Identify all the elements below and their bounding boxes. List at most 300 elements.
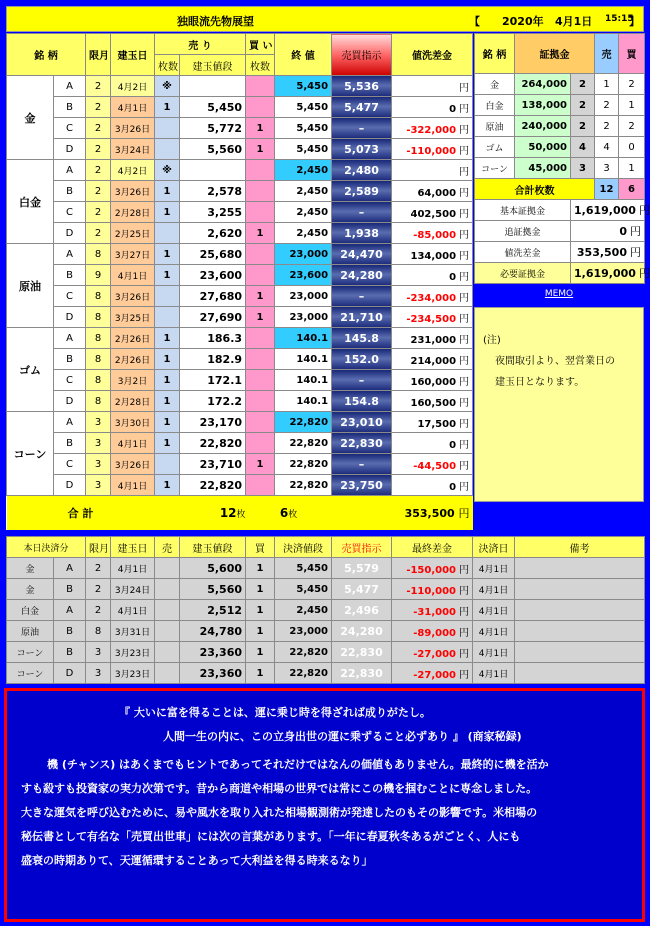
- diff-amount: -110,000 円: [392, 139, 473, 160]
- summary-value: 1,619,000 円: [571, 200, 645, 221]
- diff-amount: 円: [392, 76, 473, 97]
- settle-month: 3: [86, 663, 111, 684]
- diff-amount: 円: [392, 160, 473, 181]
- diff-amount: -44,500 円: [392, 454, 473, 475]
- sell-count: ※: [155, 160, 180, 181]
- entry-date: 3月24日: [111, 139, 155, 160]
- settle-row: [7, 663, 645, 684]
- settle-day: 4月1日: [473, 558, 515, 579]
- buy-count: 1: [246, 223, 275, 244]
- entry-date: 4月1日: [111, 97, 155, 118]
- col-uri: 売 り: [155, 34, 246, 55]
- diff-amount: -234,500 円: [392, 307, 473, 328]
- margin-table: [474, 33, 650, 284]
- buy-count: [246, 181, 275, 202]
- settle-note: [515, 642, 645, 663]
- settle-key: D: [54, 663, 86, 684]
- settle-key: A: [54, 558, 86, 579]
- sell-count: 1: [155, 475, 180, 496]
- contract-month: 8: [86, 349, 111, 370]
- entry-date: 4月2日: [111, 76, 155, 97]
- settle-col-uri: 売: [155, 537, 180, 558]
- settle-col-tate-nedan: 建玉値段: [180, 537, 246, 558]
- contract-month: 8: [86, 244, 111, 265]
- settle-buy: 1: [246, 600, 275, 621]
- position-row: [7, 160, 473, 181]
- trade-signal: 5,073: [332, 139, 392, 160]
- contract-month: 2: [86, 76, 111, 97]
- margin-name: コーン: [475, 158, 515, 179]
- contract-key: A: [54, 160, 86, 181]
- diff-amount: -85,000 円: [392, 223, 473, 244]
- settle-month: 2: [86, 558, 111, 579]
- total-buy: 6枚: [279, 505, 298, 520]
- settle-entry-date: 3月23日: [111, 642, 155, 663]
- trade-signal: 23,750: [332, 475, 392, 496]
- buy-count: [246, 433, 275, 454]
- summary-label: 基本証拠金: [475, 200, 571, 221]
- main-table-wrap: [6, 33, 473, 530]
- trade-signal: 23,010: [332, 412, 392, 433]
- settle-diff: -150,000 円: [392, 558, 473, 579]
- settle-month: 8: [86, 621, 111, 642]
- entry-price: 5,772: [180, 118, 246, 139]
- margin-amount: 264,000: [515, 74, 571, 95]
- contract-key: B: [54, 97, 86, 118]
- trade-signal: 24,470: [332, 244, 392, 265]
- trade-signal: 21,710: [332, 307, 392, 328]
- margin-sell: 4: [595, 137, 619, 158]
- trade-signal: 145.8: [332, 328, 392, 349]
- contract-key: A: [54, 412, 86, 433]
- col-tatebi: 建玉日: [111, 34, 155, 76]
- settle-sell: [155, 579, 180, 600]
- col-gengetsu: 限月: [86, 34, 111, 76]
- buy-count: [246, 202, 275, 223]
- col-uri-maisu: 枚数: [155, 55, 180, 76]
- bracket-open: 【: [469, 15, 480, 28]
- group-name: 金: [7, 76, 54, 160]
- settle-day: 4月1日: [473, 663, 515, 684]
- settle-signal: 22,830: [332, 663, 392, 684]
- entry-date: 2月26日: [111, 328, 155, 349]
- settle-key: A: [54, 600, 86, 621]
- settle-month: 2: [86, 600, 111, 621]
- col-baibai: 売買指示: [332, 34, 392, 76]
- position-row: [7, 349, 473, 370]
- margin-count: 3: [571, 158, 595, 179]
- entry-date: 3月27日: [111, 244, 155, 265]
- settle-day: 4月1日: [473, 642, 515, 663]
- settle-entry-price: 23,360: [180, 663, 246, 684]
- close-price: 5,450: [275, 139, 332, 160]
- entry-price: 23,600: [180, 265, 246, 286]
- margin-amount: 240,000: [515, 116, 571, 137]
- entry-price: 23,710: [180, 454, 246, 475]
- settle-col-biko: 備考: [515, 537, 645, 558]
- settle-diff: -110,000 円: [392, 579, 473, 600]
- margin-buy: 0: [619, 137, 645, 158]
- entry-price: 27,680: [180, 286, 246, 307]
- contract-key: D: [54, 307, 86, 328]
- sell-count: [155, 286, 180, 307]
- quote-line3: 機 (チャンス) はあくまでもヒントであってそれだけではなんの価値もありません。最終的に機を活か: [47, 758, 549, 771]
- entry-date: 4月1日: [111, 433, 155, 454]
- position-row: [7, 370, 473, 391]
- buy-count: [246, 160, 275, 181]
- trade-signal: 5,536: [332, 76, 392, 97]
- settle-month: 3: [86, 642, 111, 663]
- settle-signal: 22,830: [332, 642, 392, 663]
- trade-signal: –: [332, 286, 392, 307]
- contract-month: 2: [86, 97, 111, 118]
- entry-price: 182.9: [180, 349, 246, 370]
- summary-row: [475, 221, 645, 242]
- trade-signal: 2,589: [332, 181, 392, 202]
- entry-date: 3月2日: [111, 370, 155, 391]
- buy-count: [246, 349, 275, 370]
- summary-label: 追証拠金: [475, 221, 571, 242]
- settle-signal: 5,477: [332, 579, 392, 600]
- contract-key: D: [54, 139, 86, 160]
- buy-count: 1: [246, 118, 275, 139]
- total-sell: 12枚: [219, 505, 246, 520]
- position-row: [7, 202, 473, 223]
- sell-count: ※: [155, 76, 180, 97]
- memo-link[interactable]: MEMO: [544, 289, 574, 299]
- diff-amount: 0 円: [392, 265, 473, 286]
- entry-date: 4月2日: [111, 160, 155, 181]
- contract-key: B: [54, 181, 86, 202]
- trade-signal: 24,280: [332, 265, 392, 286]
- settle-row: [7, 642, 645, 663]
- contract-key: C: [54, 118, 86, 139]
- contract-month: 3: [86, 454, 111, 475]
- diff-amount: 0 円: [392, 433, 473, 454]
- entry-date: 2月28日: [111, 202, 155, 223]
- settle-price: 22,820: [275, 642, 332, 663]
- margin-count: 4: [571, 137, 595, 158]
- margin-count: 2: [571, 95, 595, 116]
- diff-amount: 0 円: [392, 97, 473, 118]
- diff-amount: 214,000 円: [392, 349, 473, 370]
- position-row: [7, 223, 473, 244]
- close-price: 140.1: [275, 349, 332, 370]
- settle-table: [6, 536, 645, 684]
- bracket-close: 】: [629, 15, 640, 28]
- entry-price: 23,170: [180, 412, 246, 433]
- close-price: 23,000: [275, 307, 332, 328]
- settle-row: [7, 621, 645, 642]
- entry-price: 172.1: [180, 370, 246, 391]
- close-price: 5,450: [275, 76, 332, 97]
- margin-name: 金: [475, 74, 515, 95]
- settle-key: B: [54, 579, 86, 600]
- buy-count: [246, 265, 275, 286]
- settle-price: 23,000: [275, 621, 332, 642]
- quote-box: [4, 688, 645, 922]
- contract-month: 8: [86, 307, 111, 328]
- settle-signal: 24,280: [332, 621, 392, 642]
- col-meigara: 銘 柄: [7, 34, 86, 76]
- contract-month: 2: [86, 202, 111, 223]
- group-name: 原油: [7, 244, 54, 328]
- settle-wrap: [6, 536, 645, 684]
- sell-count: 1: [155, 412, 180, 433]
- margin-sell: 3: [595, 158, 619, 179]
- group-name: コーン: [7, 412, 54, 496]
- summary-label: 値洗差金: [475, 242, 571, 263]
- contract-key: D: [54, 475, 86, 496]
- diff-amount: 64,000 円: [392, 181, 473, 202]
- entry-price: 5,560: [180, 139, 246, 160]
- settle-buy: 1: [246, 663, 275, 684]
- sell-count: 1: [155, 181, 180, 202]
- contract-key: C: [54, 202, 86, 223]
- trade-signal: 152.0: [332, 349, 392, 370]
- margin-buy: 2: [619, 116, 645, 137]
- trade-signal: –: [332, 370, 392, 391]
- contract-month: 2: [86, 118, 111, 139]
- buy-count: [246, 97, 275, 118]
- contract-key: B: [54, 349, 86, 370]
- entry-price: 22,820: [180, 475, 246, 496]
- right-panel: [474, 33, 650, 304]
- contract-key: B: [54, 265, 86, 286]
- summary-row: [475, 263, 645, 284]
- settle-day: 4月1日: [473, 579, 515, 600]
- diff-amount: 402,500 円: [392, 202, 473, 223]
- right-col-meigara: 銘 柄: [475, 34, 515, 74]
- settle-sell: [155, 663, 180, 684]
- sell-count: 1: [155, 391, 180, 412]
- header-time: 15:15: [605, 14, 634, 24]
- sell-count: 1: [155, 370, 180, 391]
- sell-count: [155, 139, 180, 160]
- buy-count: 1: [246, 307, 275, 328]
- trade-signal: 5,477: [332, 97, 392, 118]
- position-row: [7, 286, 473, 307]
- settle-signal: 2,496: [332, 600, 392, 621]
- entry-price: 25,680: [180, 244, 246, 265]
- position-row: [7, 433, 473, 454]
- diff-amount: 0 円: [392, 475, 473, 496]
- position-row: [7, 118, 473, 139]
- settle-name: 原油: [7, 621, 54, 642]
- settle-price: 2,450: [275, 600, 332, 621]
- settle-name: 金: [7, 558, 54, 579]
- contract-month: 2: [86, 139, 111, 160]
- settle-price: 5,450: [275, 558, 332, 579]
- trade-signal: 22,830: [332, 433, 392, 454]
- buy-count: [246, 391, 275, 412]
- settle-row: [7, 558, 645, 579]
- settle-diff: -31,000 円: [392, 600, 473, 621]
- sell-count: 1: [155, 97, 180, 118]
- close-price: 23,600: [275, 265, 332, 286]
- summary-label: 必要証拠金: [475, 263, 571, 284]
- entry-date: 2月26日: [111, 349, 155, 370]
- settle-col-kai: 買: [246, 537, 275, 558]
- settle-price: 22,820: [275, 663, 332, 684]
- sell-count: 1: [155, 433, 180, 454]
- contract-month: 8: [86, 391, 111, 412]
- diff-amount: 134,000 円: [392, 244, 473, 265]
- settle-signal: 5,579: [332, 558, 392, 579]
- contract-key: A: [54, 244, 86, 265]
- settle-entry-date: 3月23日: [111, 663, 155, 684]
- close-price: 140.1: [275, 328, 332, 349]
- settle-diff: -27,000 円: [392, 642, 473, 663]
- contract-month: 8: [86, 286, 111, 307]
- entry-date: 3月30日: [111, 412, 155, 433]
- group-name: 白金: [7, 160, 54, 244]
- settle-name: 白金: [7, 600, 54, 621]
- contract-key: B: [54, 433, 86, 454]
- diff-amount: 17,500 円: [392, 412, 473, 433]
- trade-signal: 1,938: [332, 223, 392, 244]
- contract-key: C: [54, 454, 86, 475]
- contract-month: 2: [86, 223, 111, 244]
- margin-buy: 1: [619, 95, 645, 116]
- entry-price: 27,690: [180, 307, 246, 328]
- close-price: 22,820: [275, 433, 332, 454]
- entry-date: 2月25日: [111, 223, 155, 244]
- position-row: [7, 76, 473, 97]
- trade-signal: –: [332, 202, 392, 223]
- position-row: [7, 475, 473, 496]
- close-price: 140.1: [275, 391, 332, 412]
- contract-month: 2: [86, 160, 111, 181]
- buy-count: 1: [246, 139, 275, 160]
- quote-line5: 大きな運気を呼び込むために、易や風水を取り入れた相場観測術が発達したのもその影響です。米相場の: [21, 806, 538, 819]
- buy-count: 1: [246, 454, 275, 475]
- entry-date: 3月26日: [111, 286, 155, 307]
- buy-count: 1: [246, 286, 275, 307]
- note-title: (注): [483, 335, 501, 346]
- settle-row: [7, 600, 645, 621]
- settle-note: [515, 600, 645, 621]
- entry-price: 186.3: [180, 328, 246, 349]
- summary-value: 1,619,000 円: [571, 263, 645, 284]
- settle-diff: -89,000 円: [392, 621, 473, 642]
- summary-row: [475, 200, 645, 221]
- summary-value: 0 円: [571, 221, 645, 242]
- diff-amount: 160,500 円: [392, 391, 473, 412]
- settle-day: 4月1日: [473, 600, 515, 621]
- settle-note: [515, 621, 645, 642]
- buy-count: [246, 76, 275, 97]
- diff-amount: 231,000 円: [392, 328, 473, 349]
- margin-sell: 2: [595, 116, 619, 137]
- margin-name: ゴム: [475, 137, 515, 158]
- gokei-buy: 6: [619, 179, 645, 200]
- entry-date: 3月26日: [111, 454, 155, 475]
- gokei-label: 合計枚数: [475, 179, 595, 200]
- right-col-shokokin: 証拠金: [515, 34, 595, 74]
- margin-row: [475, 137, 645, 158]
- settle-col-kessaibi: 決済日: [473, 537, 515, 558]
- col-kai: 買 い: [246, 34, 275, 55]
- margin-row: [475, 95, 645, 116]
- close-price: 22,820: [275, 475, 332, 496]
- trade-signal: 154.8: [332, 391, 392, 412]
- sell-count: [155, 454, 180, 475]
- settle-key: B: [54, 621, 86, 642]
- sell-count: 1: [155, 202, 180, 223]
- contract-month: 8: [86, 370, 111, 391]
- entry-date: 3月26日: [111, 118, 155, 139]
- position-row: [7, 307, 473, 328]
- col-tate-nedan: 建玉値段: [180, 55, 246, 76]
- summary-row: [475, 242, 645, 263]
- margin-name: 原油: [475, 116, 515, 137]
- buy-count: [246, 370, 275, 391]
- sell-count: 1: [155, 328, 180, 349]
- group-name: ゴム: [7, 328, 54, 412]
- close-price: 5,450: [275, 97, 332, 118]
- contract-month: 8: [86, 328, 111, 349]
- sell-count: [155, 307, 180, 328]
- close-price: 22,820: [275, 412, 332, 433]
- contract-month: 9: [86, 265, 111, 286]
- quote-line7: 盛衰の時期ありて、天運循環することあって大利益を得る時来るなり」: [21, 854, 373, 867]
- trade-signal: –: [332, 454, 392, 475]
- sell-count: 1: [155, 349, 180, 370]
- margin-sell: 2: [595, 95, 619, 116]
- contract-key: D: [54, 223, 86, 244]
- position-row: [7, 328, 473, 349]
- buy-count: [246, 412, 275, 433]
- memo-area: [474, 284, 644, 304]
- total-label: 合 計: [67, 506, 94, 520]
- entry-price: 5,450: [180, 97, 246, 118]
- buy-count: [246, 244, 275, 265]
- margin-row: [475, 116, 645, 137]
- entry-date: 3月26日: [111, 181, 155, 202]
- settle-note: [515, 558, 645, 579]
- settle-buy: 1: [246, 642, 275, 663]
- settle-sell: [155, 600, 180, 621]
- entry-price: 172.2: [180, 391, 246, 412]
- margin-row: [475, 158, 645, 179]
- entry-date: 4月1日: [111, 265, 155, 286]
- settle-entry-price: 24,780: [180, 621, 246, 642]
- close-price: 22,820: [275, 454, 332, 475]
- settle-sell: [155, 558, 180, 579]
- entry-date: 3月25日: [111, 307, 155, 328]
- entry-price: 2,620: [180, 223, 246, 244]
- contract-month: 3: [86, 475, 111, 496]
- col-kai-maisu: 枚数: [246, 55, 275, 76]
- close-price: 140.1: [275, 370, 332, 391]
- entry-price: [180, 160, 246, 181]
- position-row: [7, 139, 473, 160]
- entry-date: 2月28日: [111, 391, 155, 412]
- total-amount: 353,500 円: [404, 506, 470, 520]
- settle-col-saishu: 最終差金: [392, 537, 473, 558]
- position-row: [7, 391, 473, 412]
- right-col-kai: 買: [619, 34, 645, 74]
- settle-diff: -27,000 円: [392, 663, 473, 684]
- settle-entry-date: 4月1日: [111, 558, 155, 579]
- settle-buy: 1: [246, 558, 275, 579]
- position-row: [7, 454, 473, 475]
- note-line1: 夜間取引より、翌営業日の: [495, 356, 615, 367]
- header-date: 4月1日: [555, 15, 593, 28]
- entry-price: 3,255: [180, 202, 246, 223]
- settle-month: 2: [86, 579, 111, 600]
